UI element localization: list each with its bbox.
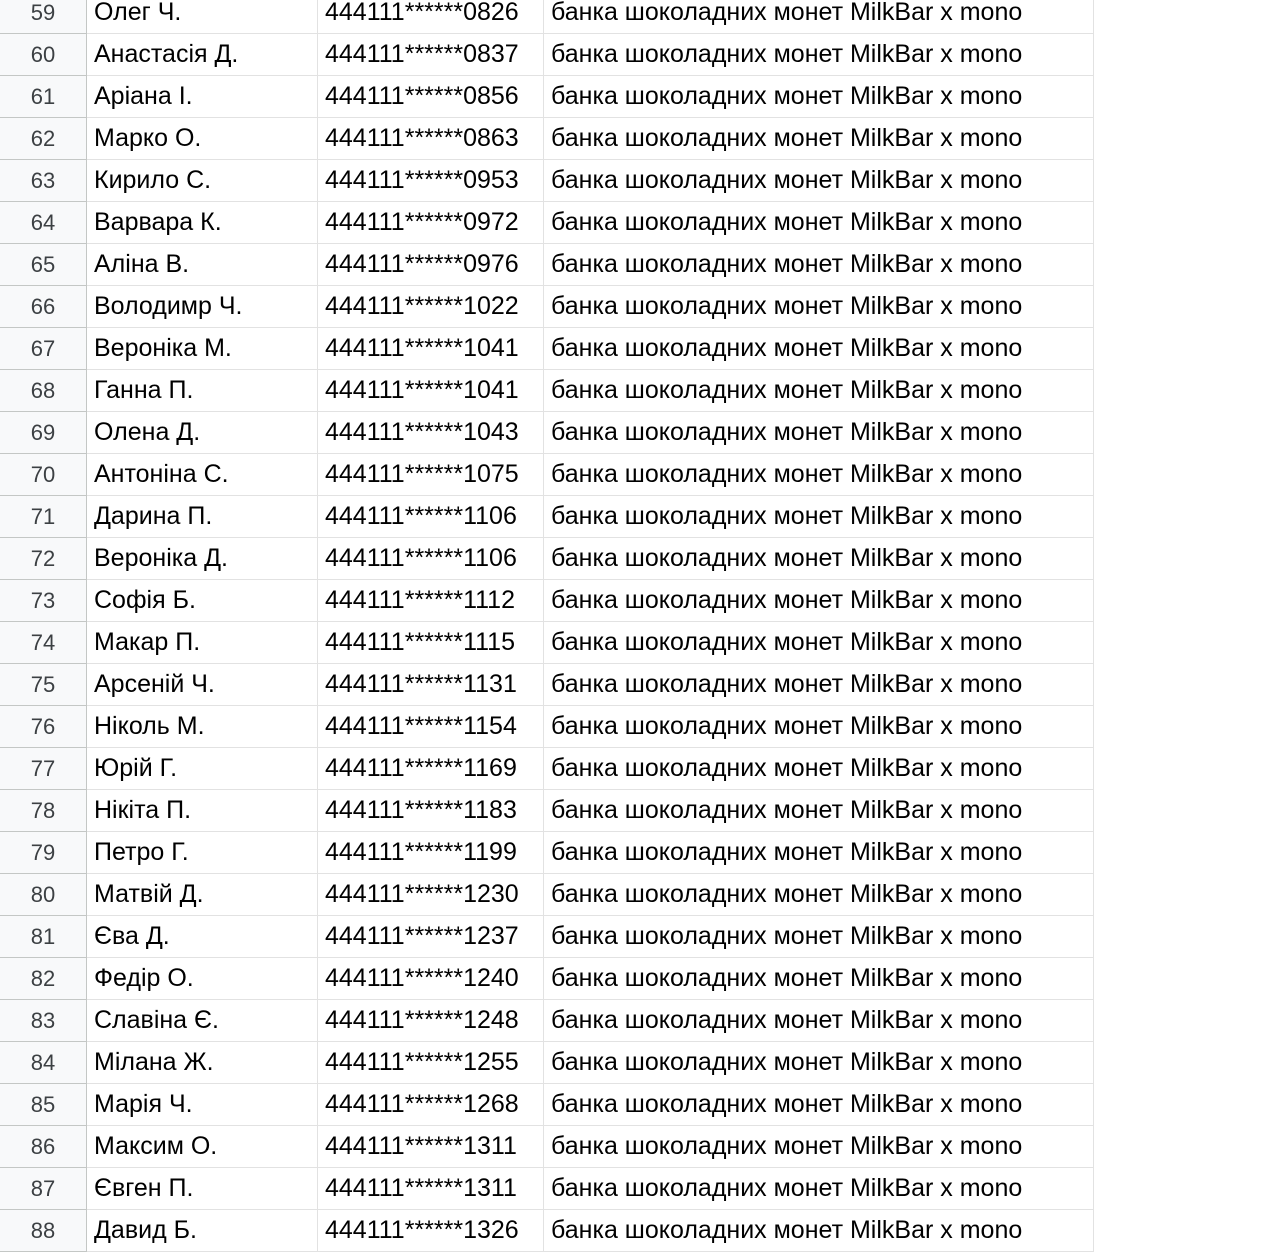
cell-customer-name[interactable]: Олег Ч. (87, 0, 318, 34)
row-number-header[interactable]: 75 (0, 664, 87, 706)
table-row (0, 748, 1094, 790)
row-number-header[interactable]: 85 (0, 1084, 87, 1126)
row-number-header[interactable]: 74 (0, 622, 87, 664)
cell-prize-item[interactable]: банка шоколадних монет MilkBar x mono (544, 496, 1094, 538)
cell-customer-name[interactable]: Вероніка М. (87, 328, 318, 370)
cell-customer-name[interactable]: Марко О. (87, 118, 318, 160)
cell-prize-item[interactable]: банка шоколадних монет MilkBar x mono (544, 1210, 1094, 1252)
table-row (0, 1210, 1094, 1252)
cell-customer-name[interactable]: Давид Б. (87, 1210, 318, 1252)
row-number-header[interactable]: 60 (0, 34, 87, 76)
row-number-header[interactable]: 71 (0, 496, 87, 538)
table-row (0, 160, 1094, 202)
table-row (0, 832, 1094, 874)
table-row (0, 790, 1094, 832)
cell-customer-name[interactable]: Нікіта П. (87, 790, 318, 832)
cell-customer-name[interactable]: Юрій Г. (87, 748, 318, 790)
row-number-header[interactable]: 63 (0, 160, 87, 202)
row-number-header[interactable]: 82 (0, 958, 87, 1000)
row-number-header[interactable]: 65 (0, 244, 87, 286)
cell-customer-name[interactable]: Єва Д. (87, 916, 318, 958)
table-row (0, 958, 1094, 1000)
cell-card-number[interactable]: 444111******1169 (318, 748, 544, 790)
table-row (0, 1042, 1094, 1084)
cell-prize-item[interactable]: банка шоколадних монет MilkBar x mono (544, 748, 1094, 790)
cell-customer-name[interactable]: Ніколь М. (87, 706, 318, 748)
cell-card-number[interactable]: 444111******0826 (318, 0, 544, 34)
cell-card-number[interactable]: 444111******1248 (318, 1000, 544, 1042)
row-number-header[interactable]: 59 (0, 0, 87, 34)
row-number-header[interactable]: 68 (0, 370, 87, 412)
cell-card-number[interactable]: 444111******1075 (318, 454, 544, 496)
cell-card-number[interactable]: 444111******0976 (318, 244, 544, 286)
row-number-header[interactable]: 66 (0, 286, 87, 328)
cell-card-number[interactable]: 444111******0953 (318, 160, 544, 202)
table-row (0, 874, 1094, 916)
cell-prize-item[interactable]: банка шоколадних монет MilkBar x mono (544, 1168, 1094, 1210)
table-row (0, 1000, 1094, 1042)
cell-card-number[interactable]: 444111******1022 (318, 286, 544, 328)
cell-customer-name[interactable]: Варвара К. (87, 202, 318, 244)
row-number-header[interactable]: 79 (0, 832, 87, 874)
cell-card-number[interactable]: 444111******1311 (318, 1126, 544, 1168)
cell-card-number[interactable]: 444111******0972 (318, 202, 544, 244)
row-number-header[interactable]: 64 (0, 202, 87, 244)
row-number-header[interactable]: 80 (0, 874, 87, 916)
cell-customer-name[interactable]: Антоніна С. (87, 454, 318, 496)
row-number-header[interactable]: 73 (0, 580, 87, 622)
cell-card-number[interactable]: 444111******1230 (318, 874, 544, 916)
table-row (0, 118, 1094, 160)
cell-prize-item[interactable]: банка шоколадних монет MilkBar x mono (544, 874, 1094, 916)
row-number-header[interactable]: 86 (0, 1126, 87, 1168)
cell-card-number[interactable]: 444111******1041 (318, 370, 544, 412)
cell-prize-item[interactable]: банка шоколадних монет MilkBar x mono (544, 160, 1094, 202)
cell-card-number[interactable]: 444111******1131 (318, 664, 544, 706)
cell-card-number[interactable]: 444111******0863 (318, 118, 544, 160)
cell-prize-item[interactable]: банка шоколадних монет MilkBar x mono (544, 76, 1094, 118)
table-row (0, 664, 1094, 706)
cell-prize-item[interactable]: банка шоколадних монет MilkBar x mono (544, 1084, 1094, 1126)
cell-prize-item[interactable]: банка шоколадних монет MilkBar x mono (544, 706, 1094, 748)
table-row (0, 580, 1094, 622)
cell-customer-name[interactable]: Аріана І. (87, 76, 318, 118)
cell-customer-name[interactable]: Аліна В. (87, 244, 318, 286)
cell-prize-item[interactable]: банка шоколадних монет MilkBar x mono (544, 1000, 1094, 1042)
cell-card-number[interactable]: 444111******1240 (318, 958, 544, 1000)
table-row (0, 622, 1094, 664)
row-number-header[interactable]: 78 (0, 790, 87, 832)
cell-customer-name[interactable]: Олена Д. (87, 412, 318, 454)
cell-prize-item[interactable]: банка шоколадних монет MilkBar x mono (544, 958, 1094, 1000)
cell-customer-name[interactable]: Кирило С. (87, 160, 318, 202)
cell-prize-item[interactable]: банка шоколадних монет MilkBar x mono (544, 454, 1094, 496)
cell-prize-item[interactable]: банка шоколадних монет MilkBar x mono (544, 832, 1094, 874)
cell-card-number[interactable]: 444111******1154 (318, 706, 544, 748)
table-row (0, 706, 1094, 748)
cell-customer-name[interactable]: Матвій Д. (87, 874, 318, 916)
row-number-header[interactable]: 88 (0, 1210, 87, 1252)
cell-customer-name[interactable]: Євген П. (87, 1168, 318, 1210)
cell-customer-name[interactable]: Петро Г. (87, 832, 318, 874)
row-number-header[interactable]: 61 (0, 76, 87, 118)
cell-customer-name[interactable]: Арсеній Ч. (87, 664, 318, 706)
cell-card-number[interactable]: 444111******1112 (318, 580, 544, 622)
table-row (0, 1126, 1094, 1168)
cell-card-number[interactable]: 444111******1043 (318, 412, 544, 454)
table-row (0, 34, 1094, 76)
cell-prize-item[interactable]: банка шоколадних монет MilkBar x mono (544, 118, 1094, 160)
cell-prize-item[interactable]: банка шоколадних монет MilkBar x mono (544, 328, 1094, 370)
row-number-header[interactable]: 69 (0, 412, 87, 454)
cell-prize-item[interactable]: банка шоколадних монет MilkBar x mono (544, 790, 1094, 832)
cell-customer-name[interactable]: Мілана Ж. (87, 1042, 318, 1084)
table-row (0, 454, 1094, 496)
table-row (0, 202, 1094, 244)
table-row (0, 0, 1094, 34)
cell-card-number[interactable]: 444111******1199 (318, 832, 544, 874)
row-number-header[interactable]: 83 (0, 1000, 87, 1042)
table-row (0, 328, 1094, 370)
row-number-header[interactable]: 72 (0, 538, 87, 580)
cell-prize-item[interactable]: банка шоколадних монет MilkBar x mono (544, 1126, 1094, 1168)
cell-prize-item[interactable]: банка шоколадних монет MilkBar x mono (544, 580, 1094, 622)
table-row (0, 370, 1094, 412)
cell-prize-item[interactable]: банка шоколадних монет MilkBar x mono (544, 34, 1094, 76)
table-row (0, 1168, 1094, 1210)
cell-card-number[interactable]: 444111******1268 (318, 1084, 544, 1126)
table-row (0, 496, 1094, 538)
table-row (0, 412, 1094, 454)
row-number-header[interactable]: 76 (0, 706, 87, 748)
cell-customer-name[interactable]: Володимр Ч. (87, 286, 318, 328)
row-number-header[interactable]: 77 (0, 748, 87, 790)
cell-card-number[interactable]: 444111******1326 (318, 1210, 544, 1252)
cell-customer-name[interactable]: Дарина П. (87, 496, 318, 538)
cell-customer-name[interactable]: Марія Ч. (87, 1084, 318, 1126)
cell-prize-item[interactable]: банка шоколадних монет MilkBar x mono (544, 202, 1094, 244)
cell-customer-name[interactable]: Максим О. (87, 1126, 318, 1168)
cell-card-number[interactable]: 444111******1106 (318, 496, 544, 538)
table-row (0, 1084, 1094, 1126)
cell-card-number[interactable]: 444111******1255 (318, 1042, 544, 1084)
cell-prize-item[interactable]: банка шоколадних монет MilkBar x mono (544, 622, 1094, 664)
cell-card-number[interactable]: 444111******1183 (318, 790, 544, 832)
cell-prize-item[interactable]: банка шоколадних монет MilkBar x mono (544, 538, 1094, 580)
cell-prize-item[interactable]: банка шоколадних монет MilkBar x mono (544, 1042, 1094, 1084)
cell-card-number[interactable]: 444111******1311 (318, 1168, 544, 1210)
row-number-header[interactable]: 84 (0, 1042, 87, 1084)
cell-prize-item[interactable]: банка шоколадних монет MilkBar x mono (544, 244, 1094, 286)
cell-customer-name[interactable]: Макар П. (87, 622, 318, 664)
cell-card-number[interactable]: 444111******1237 (318, 916, 544, 958)
table-row (0, 916, 1094, 958)
table-row (0, 538, 1094, 580)
cell-prize-item[interactable]: банка шоколадних монет MilkBar x mono (544, 286, 1094, 328)
cell-prize-item[interactable]: банка шоколадних монет MilkBar x mono (544, 0, 1094, 34)
row-number-header[interactable]: 81 (0, 916, 87, 958)
cell-customer-name[interactable]: Софія Б. (87, 580, 318, 622)
row-number-header[interactable]: 70 (0, 454, 87, 496)
cell-customer-name[interactable]: Анастасія Д. (87, 34, 318, 76)
cell-card-number[interactable]: 444111******0856 (318, 76, 544, 118)
cell-customer-name[interactable]: Славіна Є. (87, 1000, 318, 1042)
cell-customer-name[interactable]: Ганна П. (87, 370, 318, 412)
cell-customer-name[interactable]: Вероніка Д. (87, 538, 318, 580)
row-number-header[interactable]: 87 (0, 1168, 87, 1210)
cell-card-number[interactable]: 444111******1115 (318, 622, 544, 664)
cell-prize-item[interactable]: банка шоколадних монет MilkBar x mono (544, 664, 1094, 706)
cell-card-number[interactable]: 444111******0837 (318, 34, 544, 76)
cell-prize-item[interactable]: банка шоколадних монет MilkBar x mono (544, 412, 1094, 454)
cell-card-number[interactable]: 444111******1041 (318, 328, 544, 370)
cell-prize-item[interactable]: банка шоколадних монет MilkBar x mono (544, 916, 1094, 958)
cell-prize-item[interactable]: банка шоколадних монет MilkBar x mono (544, 370, 1094, 412)
cell-card-number[interactable]: 444111******1106 (318, 538, 544, 580)
table-row (0, 76, 1094, 118)
table-row (0, 286, 1094, 328)
row-number-header[interactable]: 67 (0, 328, 87, 370)
cell-customer-name[interactable]: Федір О. (87, 958, 318, 1000)
row-number-header[interactable]: 62 (0, 118, 87, 160)
table-row (0, 244, 1094, 286)
